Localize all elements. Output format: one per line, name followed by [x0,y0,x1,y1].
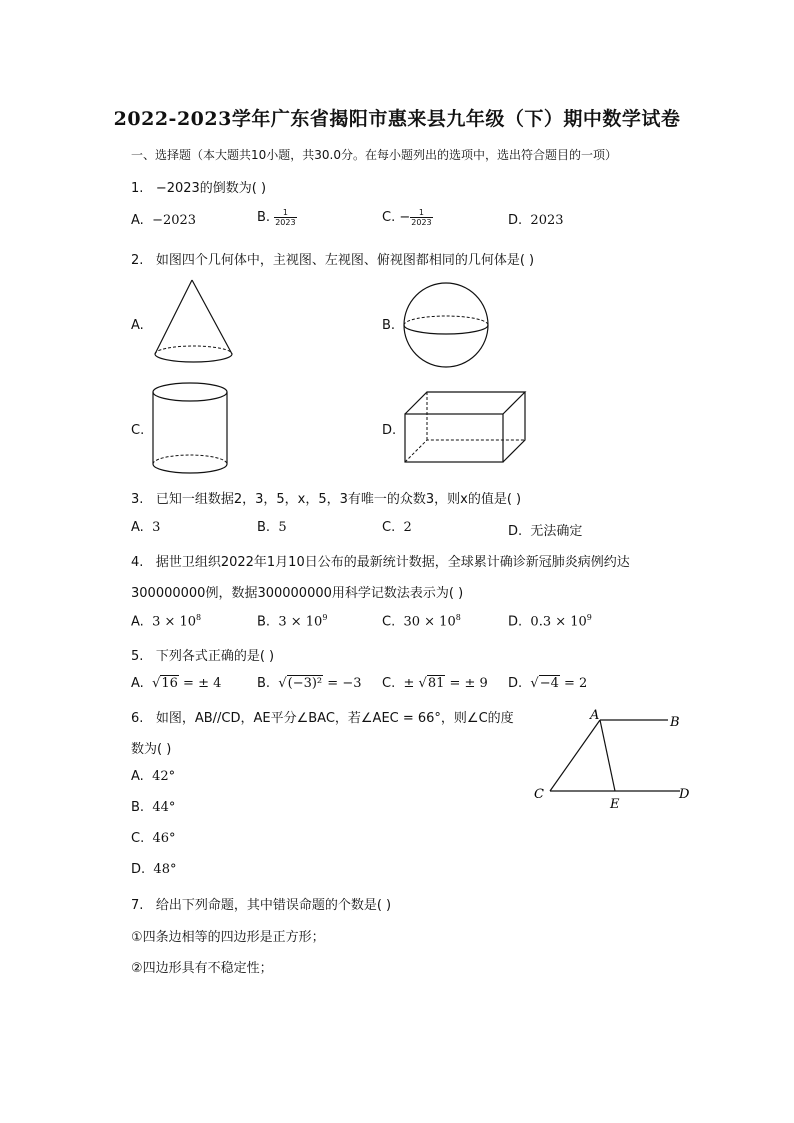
option-d[interactable]: D. √−4 = 2 [508,676,588,691]
question-number: 5. [131,649,144,664]
question-4-line-2: 300000000例，数据300000000用科学记数法表示为( ) [131,586,464,601]
option-d[interactable]: D. 48° [131,862,177,877]
statement-1: ①四条边相等的四边形是正方形； [131,930,325,945]
exam-title: 2022-2023学年广东省揭阳市惠来县九年级（下）期中数学试卷 [113,108,681,130]
cylinder-figure [150,380,240,480]
point-e-label: E [610,797,620,812]
question-3 [131,488,521,507]
option-a-label[interactable]: A. [131,318,144,333]
option-c[interactable]: C. − $\frac{1}{2023}$ [382,208,432,227]
question-number: 4. [131,555,144,570]
point-b-label: B [670,715,680,730]
option-d[interactable]: D. 2023 [508,213,564,228]
section-heading: 一、选择题（本大题共10小题，共30.0分。在每小题列出的选项中，选出符合题目的一项） [131,148,617,162]
question-number: 6. [131,711,144,726]
option-c[interactable]: C. 46° [131,831,176,846]
fraction: $\frac{1}{2023}$ [411,208,432,227]
question-5 [131,645,274,664]
question-number: 7. [131,898,144,913]
option-a[interactable]: A. $3 \times 10^8$ [131,613,202,630]
point-d-label: D [679,787,690,802]
option-b[interactable]: B. 5 [257,520,287,535]
question-number: 1. [131,181,144,196]
question-6-line-2: 数为( ) [131,742,172,757]
option-d-label[interactable]: D. [382,423,397,438]
question-stem: 给出下列命题，其中错误命题的个数是( ) [155,898,392,913]
question-number: 3. [131,492,144,507]
question-4 [131,551,630,570]
option-b-label[interactable]: B. [382,318,396,333]
option-c[interactable]: C. ± √81 = ± 9 [382,676,488,691]
option-d[interactable]: D. 无法确定 [508,524,583,539]
option-c[interactable]: C. $30 \times 10^8$ [382,613,461,630]
sphere-figure [403,282,493,372]
question-stem: 下列各式正确的是( ) [155,649,275,664]
option-a[interactable]: A. 3 [131,520,161,535]
option-c[interactable]: C. 2 [382,520,412,535]
point-a-label: A [590,708,600,723]
option-a[interactable]: A. √16 = ± 4 [131,676,222,691]
question-1 [131,177,266,196]
option-a[interactable]: A. 42° [131,769,176,784]
option-b[interactable]: B. $\frac{1}{2023}$ [257,208,296,227]
question-stem: 据世卫组织2022年1月10日公布的最新统计数据，全球累计确诊新冠肺炎病例约达 [155,555,630,570]
question-stem: 如图四个几何体中，主视图、左视图、俯视图都相同的几何体是( ) [155,253,535,268]
cone-figure [150,278,240,368]
question-stem: −2023的倒数为( ) [155,181,267,196]
question-number: 2. [131,253,144,268]
question-7 [131,894,391,913]
question-6 [131,707,514,726]
point-c-label: C [534,787,544,802]
option-b[interactable]: B. $3 \times 10^9$ [257,613,328,630]
option-c-label[interactable]: C. [131,423,145,438]
question-stem: 如图，AB//CD，AE平分∠BAC，若∠AEC = 66°，则∠C的度 [155,711,514,726]
option-b[interactable]: B. 44° [131,800,176,815]
option-b[interactable]: B. √(−3)² = −3 [257,676,362,691]
fraction: $\frac{1}{2023}$ [275,208,296,227]
statement-2: ②四边形具有不稳定性； [131,961,273,976]
option-a[interactable]: A. −2023 [131,213,197,228]
question-stem: 已知一组数据2，3，5，x，5，3有唯一的众数3，则x的值是( ) [155,492,522,507]
option-d[interactable]: D. $0.3 \times 10^9$ [508,613,592,630]
cuboid-figure [403,388,533,468]
question-2 [131,249,534,268]
geometry-figure [530,705,700,815]
